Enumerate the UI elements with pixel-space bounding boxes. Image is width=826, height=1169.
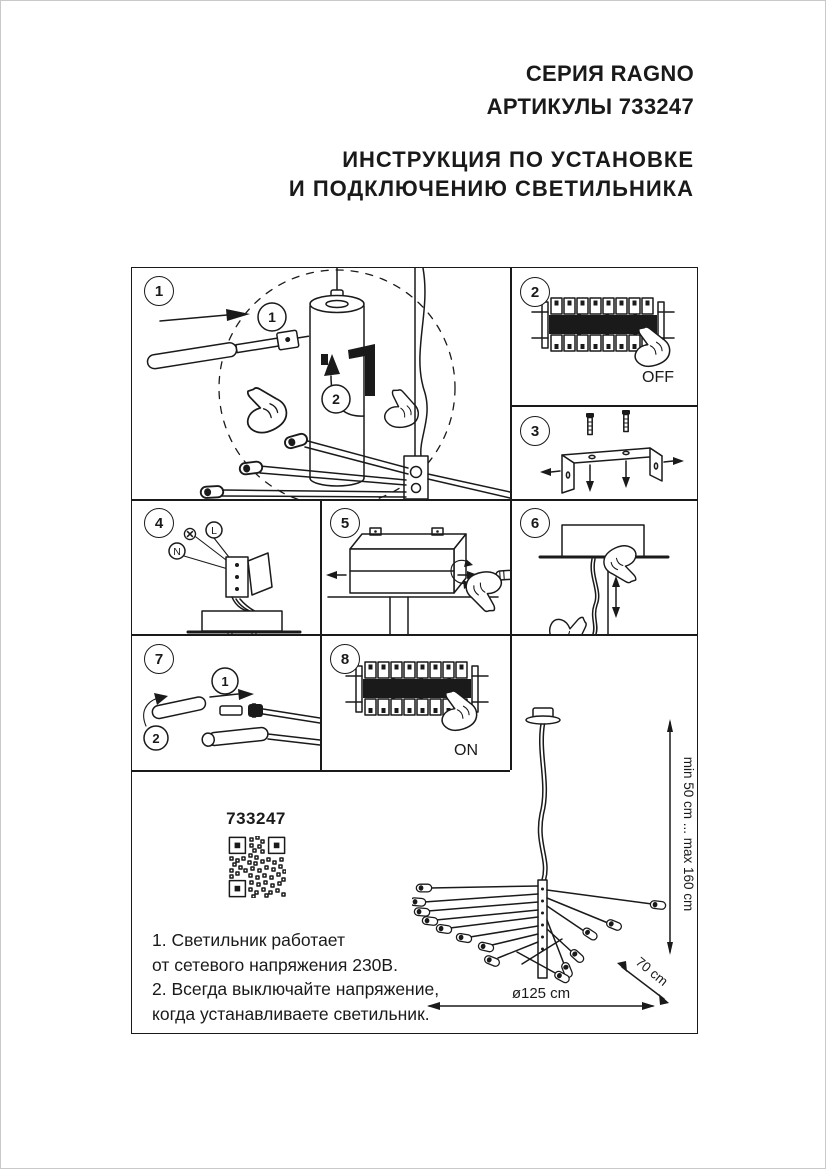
stem-icon <box>538 880 547 978</box>
canopy-icon <box>202 611 282 631</box>
note-line: 1. Светильник работает <box>152 930 345 950</box>
canopy-box-icon <box>350 528 466 593</box>
height-dimension <box>667 719 696 955</box>
lower-tube-icon <box>202 727 269 747</box>
panel-step-1 <box>132 268 510 499</box>
subtitle-line-2: И ПОДКЛЮЧЕНИЮ СВЕТИЛЬНИКА <box>288 176 694 201</box>
terminal-block-icon <box>226 553 272 597</box>
insert-direction-arrow-icon <box>226 309 250 321</box>
suspension-cable-icon <box>538 724 547 880</box>
diameter-dimension <box>427 985 655 1010</box>
down-arrow-icon <box>586 481 594 492</box>
lower-hand-icon <box>544 606 595 634</box>
page-header <box>289 57 694 203</box>
breaker-state-label: OFF <box>642 369 674 386</box>
article-number: 733247 <box>226 809 286 828</box>
rod-length-label: 70 cm <box>632 954 671 989</box>
step-badge-8: 8 <box>330 644 360 674</box>
diameter-label: ø125 cm <box>511 985 571 1002</box>
screw-icon <box>586 413 594 435</box>
substep-2-label: 2 <box>332 391 340 407</box>
step-badge-2: 2 <box>520 277 550 307</box>
left-arrow-icon <box>326 571 337 579</box>
step-badge-6: 6 <box>520 508 550 538</box>
left-hand-icon <box>233 379 292 439</box>
article-title: АРТИКУЛЫ 733247 <box>486 94 694 119</box>
substep-1-label: 1 <box>221 674 229 689</box>
suspension-cable-icon <box>420 268 427 456</box>
earth-terminal-label: ⊗ <box>182 524 198 545</box>
step-badge-3: 3 <box>520 416 550 446</box>
series-title: СЕРИЯ RAGNO <box>525 61 694 86</box>
insert-arrow-icon <box>238 689 254 700</box>
cable-icon <box>591 559 599 634</box>
lamp-rod-icon <box>146 328 310 370</box>
substep-1-label: 1 <box>268 309 276 325</box>
connector-piece-icon <box>220 706 242 715</box>
breaker-state-label: ON <box>454 742 478 759</box>
instruction-grid <box>131 267 698 1034</box>
mounting-bracket-icon <box>562 448 662 493</box>
rod-length-dimension <box>617 954 671 1005</box>
subtitle-line-1: ИНСТРУКЦИЯ ПО УСТАНОВКЕ <box>342 147 694 172</box>
rod-insert-illustration <box>132 268 510 499</box>
note-line: от сетевого напряжения 230В. <box>152 954 398 975</box>
step-badge-4: 4 <box>144 508 174 538</box>
step-badge-5: 5 <box>330 508 360 538</box>
ceiling-cup-icon <box>526 708 560 724</box>
tube-cap-icon <box>239 461 263 475</box>
left-arrow-icon <box>540 468 551 476</box>
down-arrow-icon <box>612 607 620 618</box>
neutral-terminal-label: N <box>173 546 181 558</box>
down-arrow-icon <box>622 477 630 488</box>
step-badge-7: 7 <box>144 644 174 674</box>
chandelier-dimensions-drawing <box>412 634 697 1033</box>
right-arrow-icon <box>673 457 684 465</box>
qr-code <box>228 836 286 898</box>
height-range-label: min 50 cm ... max 160 cm <box>681 756 696 912</box>
rod-hub-icon <box>404 456 428 499</box>
screw-icon <box>622 410 630 432</box>
safety-notes <box>152 928 439 1026</box>
substep-2-label: 2 <box>152 731 160 746</box>
note-line: 2. Всегда выключайте напряжение, <box>152 979 440 999</box>
bayonet-slot-arrow-icon <box>348 344 375 396</box>
note-line: когда устанавливаете светильник. <box>152 1003 430 1024</box>
step-badge-1: 1 <box>144 276 174 306</box>
line-terminal-label: L <box>211 525 217 537</box>
tube-cap-icon <box>200 486 223 498</box>
